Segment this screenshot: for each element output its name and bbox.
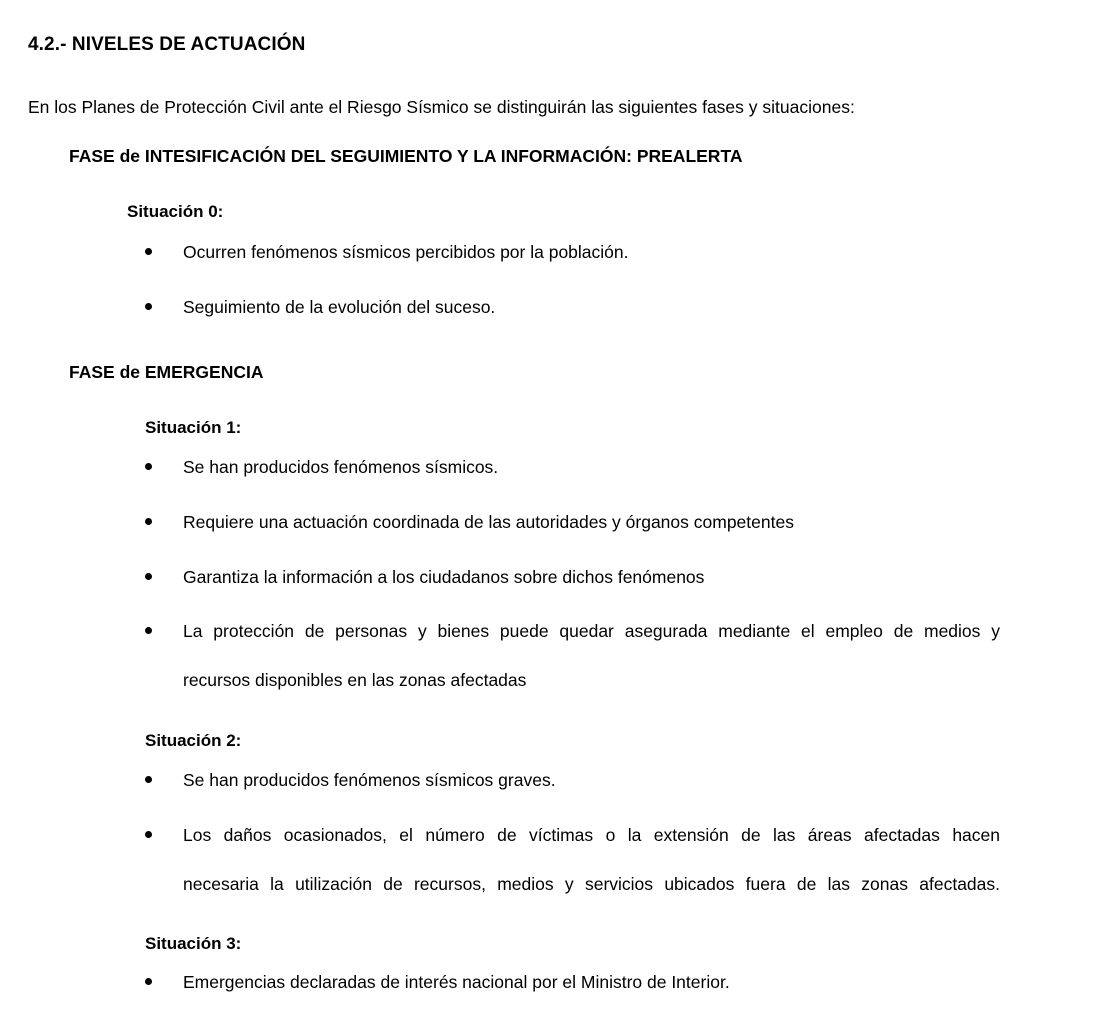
- list-item-text: Requiere una actuación coordinada de las autoridades y órganos competentes: [183, 512, 794, 532]
- intro-paragraph: En los Planes de Protección Civil ante el Riesgo Sísmico se distinguirán las siguientes fases y situaciones:: [28, 96, 855, 117]
- situation-heading-2: Situación 2:: [145, 731, 242, 750]
- list-item-text: [183, 823, 1000, 896]
- bullet-dot-icon: [145, 831, 152, 838]
- list-item: [145, 455, 1000, 479]
- list-item-line: La protección de personas y bienes puede quedar asegurada mediante el empleo de medios y: [183, 621, 1000, 641]
- list-item: [145, 768, 1000, 792]
- bullet-dot-icon: [145, 518, 152, 525]
- list-item: [145, 240, 1000, 264]
- list-item-text: Ocurren fenómenos sísmicos percibidos por la población.: [183, 242, 629, 262]
- list-item: [145, 970, 1000, 994]
- phase-heading-emergencia: FASE de EMERGENCIA: [69, 361, 264, 382]
- list-item-text: Garantiza la información a los ciudadanos sobre dichos fenómenos: [183, 567, 705, 587]
- list-item-text: Se han producidos fenómenos sísmicos.: [183, 457, 499, 477]
- bullet-dot-icon: [145, 248, 152, 255]
- situation-heading-0: Situación 0:: [127, 202, 224, 221]
- list-item: [145, 565, 1000, 589]
- bullet-dot-icon: [145, 463, 152, 470]
- list-item-line: recursos disponibles en las zonas afectadas: [183, 670, 527, 690]
- list-item-line: Los daños ocasionados, el número de víctimas o la extensión de las áreas afectadas hacen: [183, 825, 1000, 845]
- list-item: [145, 295, 1000, 319]
- list-item-text: [183, 619, 1000, 692]
- list-item-text: Se han producidos fenómenos sísmicos graves.: [183, 770, 556, 790]
- phase-heading-prealerta: FASE de INTESIFICACIÓN DEL SEGUIMIENTO Y LA INFORMACIÓN: PREALERTA: [69, 145, 743, 166]
- list-item: [145, 510, 1000, 534]
- page-title: 4.2.- NIVELES DE ACTUACIÓN: [28, 33, 306, 55]
- bullet-dot-icon: [145, 573, 152, 580]
- bullet-dot-icon: [145, 776, 152, 783]
- situation-heading-1: Situación 1:: [145, 418, 242, 437]
- list-item-text: Emergencias declaradas de interés nacional por el Ministro de Interior.: [183, 972, 730, 992]
- bullet-dot-icon: [145, 303, 152, 310]
- situation-heading-3: Situación 3:: [145, 934, 242, 953]
- list-item: [145, 823, 1000, 896]
- bullet-dot-icon: [145, 627, 152, 634]
- bullet-dot-icon: [145, 978, 152, 985]
- list-item-text: Seguimiento de la evolución del suceso.: [183, 297, 496, 317]
- list-item: [145, 619, 1000, 692]
- list-item-line: necesaria la utilización de recursos, medios y servicios ubicados fuera de las zonas afectadas.: [183, 874, 1000, 894]
